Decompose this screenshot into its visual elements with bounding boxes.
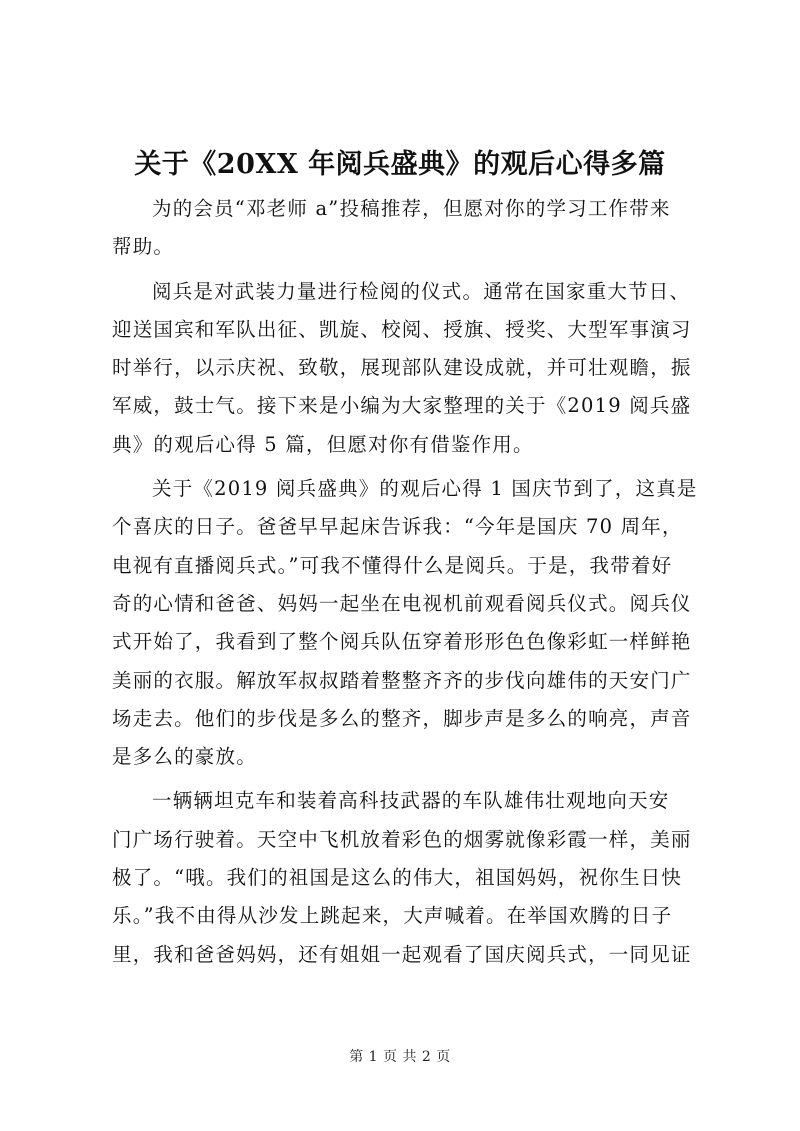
text-line: 门广场行驶着。天空中飞机放着彩色的烟雾就像彩霞一样，美丽 [112, 827, 692, 851]
text-line: 典》的观后心得 5 篇，但愿对你有借鉴作用。 [112, 432, 534, 456]
text-line: 一辆辆坦克车和装着高科技武器的车队雄伟壮观地向天安 [152, 789, 670, 813]
text-line: 式开始了，我看到了整个阅兵队伍穿着形形色色像彩虹一样鲜艳 [112, 630, 692, 654]
text-line: 阅兵是对武装力量进行检阅的仪式。通常在国家重大节日、 [152, 279, 691, 303]
text-line: 奇的心情和爸爸、妈妈一起坐在电视机前观看阅兵仪式。阅兵仪 [112, 591, 692, 615]
text-line: 乐。”我不由得从沙发上跳起来，大声喊着。在举国欢腾的日子 [112, 904, 673, 928]
text-line: 关于《2019 阅兵盛典》的观后心得 1 国庆节到了，这真是 [152, 477, 698, 501]
text-line: 里，我和爸爸妈妈，还有姐姐一起观看了国庆阅兵式，一同见证 [112, 942, 692, 966]
text-line: 军威，鼓士气。接下来是小编为大家整理的关于《2019 阅兵盛 [112, 394, 692, 418]
text-line: 迎送国宾和军队出征、凯旋、校阅、授旗、授奖、大型军事演习 [112, 317, 692, 341]
page-footer: 第 1 页 共 2 页 [349, 1049, 451, 1065]
text-line: 美丽的衣服。解放军叔叔踏着整整齐齐的步伐向雄伟的天安门广 [112, 668, 692, 692]
text-line: 个喜庆的日子。爸爸早早起床告诉我：“今年是国庆 70 周年， [112, 515, 683, 539]
document-title: 关于《20XX 年阅兵盛典》的观后心得多篇 [134, 149, 666, 180]
text-line: 电视有直播阅兵式。”可我不懂得什么是阅兵。于是，我带着好 [112, 553, 673, 577]
text-line: 场走去。他们的步伐是多么的整齐，脚步声是多么的响亮，声音 [112, 706, 692, 730]
text-line: 帮助。 [112, 235, 175, 259]
paragraph [112, 782, 712, 973]
text-line: 是多么的豪放。 [112, 745, 257, 769]
text-line: 极了。“哦。我们的祖国是这么的伟大，祖国妈妈，祝你生日快 [112, 866, 683, 890]
document-body [112, 190, 712, 974]
text-line: 为的会员“邓老师 a”投稿推荐，但愿对你的学习工作带来 [152, 197, 671, 220]
paragraph [112, 470, 712, 776]
paragraph [112, 190, 712, 267]
paragraph [112, 273, 712, 464]
text-line: 时举行，以示庆祝、致敬，展现部队建设成就，并可壮观瞻，振 [112, 356, 692, 380]
